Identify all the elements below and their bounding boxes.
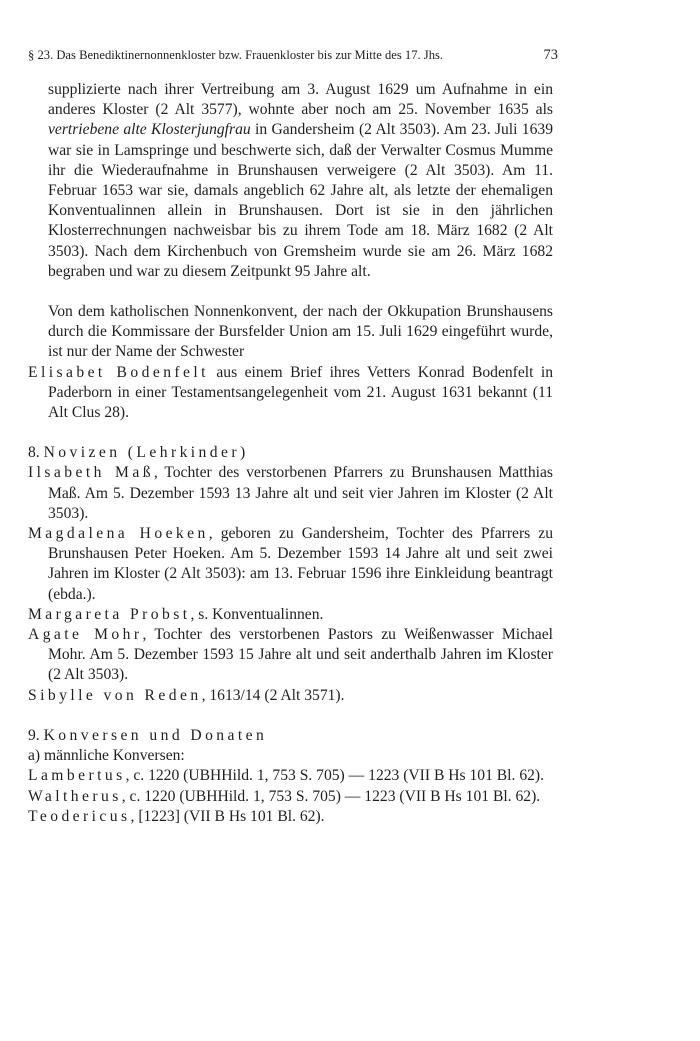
- entry-bodenfelt: [28, 363, 553, 424]
- text-run: supplizierte nach ihrer Vertreibung am 3. August 1629 um Aufnahme in ein anderes Kloster (2 Alt 3577), wohnte aber noch am 25. November 1635 als: [48, 81, 553, 119]
- entry-novice: [28, 625, 553, 686]
- subheading: a) männliche Konversen:: [28, 747, 185, 765]
- spacer: [28, 282, 553, 302]
- entry-text: , 1613/14 (2 Alt 3571).: [201, 686, 345, 704]
- entry-novice: [28, 524, 553, 605]
- paragraph-catholic-convent: Von dem katholischen Nonnenkonvent, der nach der Okkupation Brunshausens durch die Kommissare der Bursfelder Union am 15. Juli 1629 eingeführt wurde, ist nur der Name der Schwester: [48, 303, 553, 361]
- entry-name: Ilsabeth Maß: [28, 464, 154, 482]
- section-heading-9: [28, 726, 553, 746]
- entry-lay-brother: [28, 766, 553, 786]
- entry-text: , Tochter des verstorbenen Pfarrers zu Brunshausen Matthias Maß. Am 5. Dezember 1593 13 Jahre alt und seit vier Jahren im Kloster (2 Alt 3503).: [48, 464, 553, 522]
- section-heading-8: [28, 443, 553, 463]
- paragraph-continuation: [28, 80, 553, 282]
- entry-name: Agate Mohr: [28, 626, 143, 644]
- running-header: [28, 47, 558, 69]
- entry-name: Waltherus: [28, 787, 122, 805]
- entry-text: , s. Konventualinnen.: [190, 605, 324, 623]
- page-body: [28, 80, 553, 827]
- entry-novice: [28, 686, 553, 706]
- entry-novice: [28, 463, 553, 524]
- entry-novice: [28, 605, 553, 625]
- entry-lay-brother: [28, 807, 553, 827]
- entry-lay-brother: [28, 787, 553, 807]
- entry-name: Lambertus: [28, 767, 126, 785]
- entry-name: Sibylle von Reden: [28, 686, 202, 704]
- text-run: in Gandersheim (2 Alt 3503). Am 23. Juli 1639 war sie in Lamspringe und beschwerte sich, daß der Verwalter Cosmus Mumme ihr die Wiederaufnahme in Brunshausen verweigere (2 Alt 3503). Am 11. Februar 1653 war sie, damals angeblich 62 Jahre alt, als letzte der ehemaligen Konventualinnen allein in Brunshausen. Dort ist sie in den jährlichen Klosterrechnungen nachweisbar bis zu ihrem Tode am 18. März 1682 (2 Alt 3503). Nach dem Kirchenbuch von Gremsheim wurde sie am 26. März 1682 begraben und war zu diesem Zeitpunkt 95 Jahre alt.: [48, 121, 553, 280]
- section-title: Konversen und Donaten: [43, 726, 268, 744]
- quoted-phrase: vertriebene alte Klosterjungfrau: [48, 121, 251, 139]
- section-number: 8.: [28, 444, 44, 462]
- running-title: § 23. Das Benediktinernonnenkloster bzw. Frauenkloster bis zur Mitte des 17. Jhs.: [28, 48, 444, 62]
- entry-name: Elisabet Bodenfelt: [28, 363, 209, 381]
- entry-text: , Tochter des verstorbenen Pastors zu Weißenwasser Michael Mohr. Am 5. Dezember 1593 15 Jahre alt und seit anderthalb Jahren im Kloster (2 Alt 3503).: [48, 626, 553, 684]
- entry-name: Magdalena Hoeken: [28, 525, 209, 543]
- entry-text: aus einem Brief ihres Vetters Konrad Bodenfelt in Paderborn in einer Testamentsangelegenheit vom 21. August 1631 bekannt (11 Alt Clus 28).: [48, 363, 553, 422]
- spacer: [28, 423, 553, 443]
- entry-name: Teodericus: [28, 807, 131, 825]
- entry-text: , geboren zu Gandersheim, Tochter des Pfarrers zu Brunshausen Peter Hoeken. Am 5. Dezember 1593 14 Jahre alt und seit zwei Jahren im Kloster (2 Alt 3503): am 13. Februar 1596 ihre Einkleidung beantragt (ebda.).: [48, 525, 553, 603]
- entry-name: Margareta Probst: [28, 605, 191, 623]
- entry-text: , c. 1220 (UBHHild. 1, 753 S. 705) — 1223 (VII B Hs 101 Bl. 62).: [125, 767, 544, 785]
- page-number: 73: [543, 47, 558, 63]
- section-number: 9.: [28, 726, 44, 744]
- entry-text: , c. 1220 (UBHHild. 1, 753 S. 705) — 1223 (VII B Hs 101 Bl. 62).: [121, 787, 541, 805]
- section-title: Novizen (Lehrkinder): [43, 444, 249, 462]
- entry-text: , [1223] (VII B Hs 101 Bl. 62).: [130, 807, 325, 825]
- spacer: [28, 706, 553, 726]
